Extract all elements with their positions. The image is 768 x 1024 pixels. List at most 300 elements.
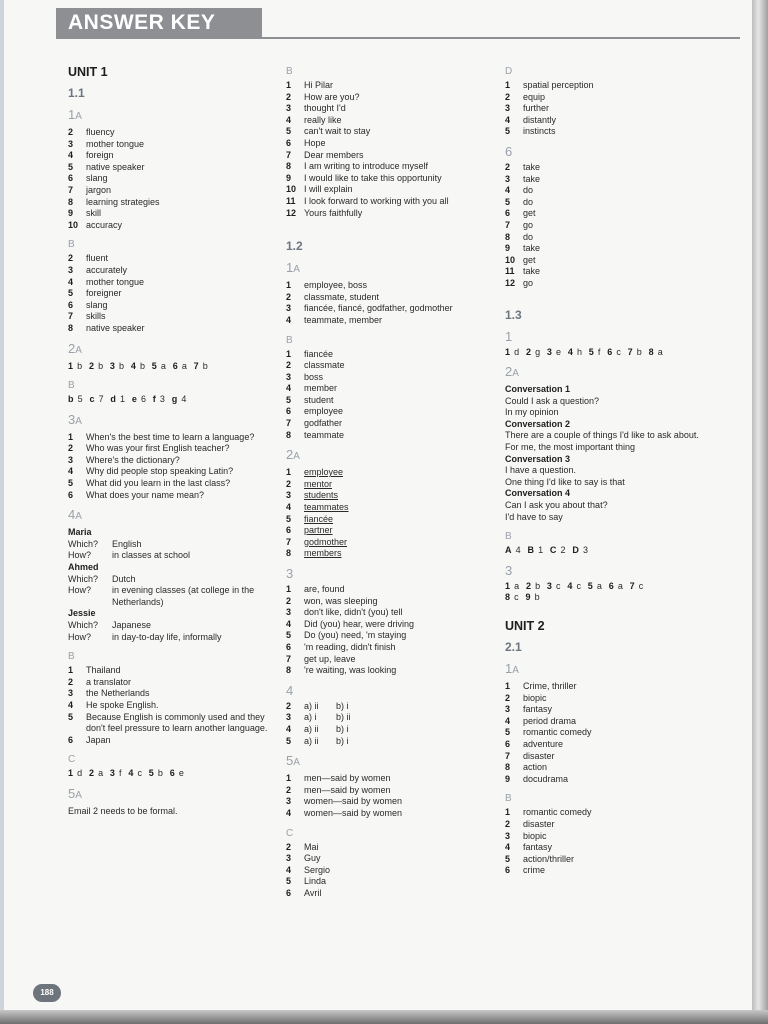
answer-number: 1: [505, 807, 511, 818]
answer-item: [68, 735, 268, 747]
answer-item: [286, 607, 486, 619]
answer-number: 1: [286, 467, 292, 478]
answer-item: [505, 693, 705, 705]
answer-text: in evening classes (at college in the Netherlands): [112, 585, 255, 607]
answer-number: 4: [286, 618, 292, 629]
answer-item: [286, 865, 486, 877]
answer-item: [286, 584, 486, 596]
answer-number: 1: [286, 80, 292, 90]
answer-item: [505, 774, 705, 786]
answer-value: 1: [120, 394, 126, 405]
answer-number: 3: [286, 796, 292, 807]
exercise-heading: 1A: [505, 661, 519, 676]
answer-number: 5: [68, 478, 74, 489]
answer-number: 3: [286, 712, 292, 723]
answer-text: Mai: [304, 841, 319, 852]
answer-number: 3: [286, 303, 292, 314]
answer-value: 5: [77, 394, 84, 405]
answer-item: [68, 466, 268, 478]
answer-number: 2: [286, 595, 292, 606]
answer-item: [286, 315, 486, 327]
answer-key: 6: [172, 360, 179, 371]
answer-key: 2: [525, 580, 532, 591]
question-answer-row: [68, 574, 268, 586]
answer-key: 9: [525, 592, 532, 603]
question-label: Which?: [68, 620, 99, 630]
page-title: ANSWER KEY: [68, 11, 216, 34]
answer-text: fiancée: [304, 513, 334, 524]
exercise-heading: B: [68, 651, 75, 663]
answer-text: biopic: [523, 830, 547, 841]
answer-key: 5: [151, 360, 158, 371]
answer-number: 2: [286, 841, 292, 852]
answer-number: 9: [68, 208, 74, 219]
answer-part-a: a) ii: [304, 723, 319, 734]
exercise-heading: 1A: [68, 107, 82, 122]
answer-list: [286, 280, 486, 326]
answer-text: thought I'd: [304, 103, 346, 114]
answer-item: [505, 185, 705, 197]
answer-item: [505, 716, 705, 728]
answer-item: [286, 430, 486, 442]
people-list: [68, 527, 268, 643]
answer-value: b: [535, 580, 541, 591]
answer-number: 7: [68, 184, 74, 195]
answer-number: 4: [68, 150, 74, 161]
answer-value: 6: [140, 394, 147, 405]
exercise-heading: 3A: [68, 411, 82, 427]
answer-number: 7: [286, 418, 292, 429]
answer-item: [505, 819, 705, 831]
answer-item: [286, 383, 486, 395]
answer-text: action/thriller: [523, 853, 575, 864]
answer-value: a: [514, 580, 520, 591]
answer-item: [286, 642, 486, 654]
conversation-line: In my opinion: [505, 407, 559, 418]
answer-key: 2: [525, 346, 532, 357]
answer-key: 1: [68, 768, 74, 779]
answer-item: [286, 537, 486, 549]
answer-item: [286, 712, 486, 724]
answer-number: 2: [286, 784, 292, 795]
answer-item: [505, 126, 705, 138]
answer-key: 5: [588, 346, 595, 357]
exercise-heading: D: [505, 66, 513, 77]
answer-number: 5: [68, 711, 74, 722]
answer-number: 1: [505, 80, 511, 90]
answer-key: 6: [169, 768, 176, 779]
answer-number: 4: [68, 466, 74, 477]
answer-number: 8: [286, 161, 292, 172]
answer-text: Sergio: [304, 864, 331, 875]
answer-item: [505, 704, 705, 716]
answer-value: 4: [515, 545, 522, 556]
answer-text: instincts: [523, 126, 556, 137]
answer-number: 2: [505, 818, 511, 829]
exercise-heading: B: [68, 380, 75, 392]
answer-item: [286, 773, 486, 785]
answer-item: [68, 455, 268, 467]
answer-list: [286, 80, 486, 219]
answer-key: C: [549, 545, 558, 556]
answer-item: [68, 265, 268, 277]
answer-text: He spoke English.: [86, 699, 159, 710]
question-answer-row: [68, 632, 268, 644]
answer-line: [505, 581, 705, 593]
answer-text: skills: [86, 311, 106, 322]
answer-item: [505, 831, 705, 843]
answer-item: [286, 619, 486, 631]
answer-text: classmate, student: [304, 291, 380, 302]
answer-number: 3: [68, 264, 74, 275]
answer-number: 8: [286, 665, 292, 676]
page-bottom-edge: [0, 1010, 768, 1024]
conversation-title: Conversation 3: [505, 453, 571, 464]
answer-value: b: [157, 768, 164, 779]
answer-text: 'm reading, didn't finish: [304, 641, 396, 652]
answer-item: [68, 288, 268, 300]
answer-number: 6: [68, 489, 74, 500]
answer-number: 4: [286, 807, 292, 818]
answer-item: [68, 700, 268, 712]
answer-number: 3: [286, 490, 292, 501]
conversation-line: Could I ask a question?: [505, 395, 600, 406]
column-1: [68, 62, 268, 818]
answer-list: [68, 253, 268, 334]
answer-text: fantasy: [523, 842, 553, 853]
answer-item: [505, 92, 705, 104]
unit-heading: UNIT 1: [68, 65, 108, 79]
person-name: Jessie: [68, 608, 96, 619]
answer-item: [505, 751, 705, 763]
answer-number: 3: [505, 830, 511, 841]
answer-text: can't wait to stay: [304, 126, 371, 137]
answer-text: I look forward to working with you all: [304, 195, 449, 206]
answer-item: [505, 80, 705, 92]
answer-text: get: [523, 208, 536, 219]
answer-number: 2: [68, 443, 74, 454]
answer-number: 6: [505, 208, 511, 219]
answer-item: [505, 162, 705, 174]
answer-item: [68, 712, 268, 735]
answer-item: [68, 688, 268, 700]
answer-text: men—said by women: [304, 784, 391, 795]
conversation-line: I have a question.: [505, 465, 577, 476]
answer-value: b: [119, 360, 125, 371]
answer-item: [286, 150, 486, 162]
exercise-heading: 4A: [68, 507, 82, 523]
question-answer-row: [68, 539, 268, 551]
answer-item: [286, 418, 486, 430]
answer-value: b: [636, 346, 643, 357]
answer-number: 3: [286, 103, 292, 114]
answer-number: 6: [286, 525, 292, 536]
answer-text: When's the best time to learn a language?: [86, 431, 255, 442]
answer-text: What did you learn in the last class?: [86, 478, 231, 489]
answer-number: 5: [286, 126, 292, 137]
answer-text: disaster: [523, 818, 555, 829]
answer-text: teammates: [304, 502, 349, 513]
answer-item: [505, 197, 705, 209]
answer-text: romantic comedy: [523, 727, 592, 738]
answer-number: 5: [286, 630, 292, 641]
conversation-list: [505, 384, 705, 523]
exercise-heading: 3: [505, 562, 513, 578]
answer-text: student: [304, 394, 334, 405]
answer-text: teammate, member: [304, 314, 383, 325]
answer-value: a: [98, 768, 104, 779]
unit-heading: UNIT 2: [505, 619, 545, 633]
conversation-line: For me, the most important thing: [505, 442, 636, 453]
answer-number: 3: [286, 371, 292, 382]
answer-text: Do (you) need, 'm staying: [304, 630, 407, 641]
answer-number: 1: [286, 280, 292, 291]
answer-item: [505, 208, 705, 220]
conversation-title: Conversation 1: [505, 384, 571, 395]
answer-part-a: a) ii: [304, 735, 319, 746]
question-label: Which?: [68, 538, 99, 549]
answer-key: c: [89, 394, 96, 405]
answer-item: [286, 115, 486, 127]
answer-number: 8: [286, 429, 292, 440]
answer-list: [68, 665, 268, 746]
conversation-line: One thing I'd like to say is that: [505, 476, 625, 487]
answer-number: 4: [505, 715, 511, 726]
answer-number: 6: [68, 734, 74, 745]
answer-number: 8: [505, 231, 511, 242]
answer-item: [286, 303, 486, 315]
answer-text: employee, boss: [304, 280, 368, 291]
answer-number: 5: [286, 876, 292, 887]
answer-number: 5: [68, 288, 74, 299]
answer-text: fluent: [86, 253, 109, 264]
exercise-heading: B: [286, 334, 293, 346]
answer-text: I would like to take this opportunity: [304, 172, 442, 183]
answer-item: [68, 173, 268, 185]
answer-item: [68, 443, 268, 455]
exercise-heading: 1A: [286, 260, 300, 276]
answer-value: b: [77, 360, 83, 371]
answer-key: 7: [629, 580, 636, 591]
answer-number: 4: [68, 276, 74, 287]
answer-item: [505, 739, 705, 751]
answer-line: [505, 347, 705, 359]
answer-item: [286, 372, 486, 384]
answer-item: [505, 762, 705, 774]
answer-line: [505, 545, 705, 557]
answer-number: 6: [505, 865, 511, 876]
answer-number: 11: [505, 266, 515, 277]
answer-text: do: [523, 231, 534, 242]
answer-number: 8: [68, 322, 74, 333]
answer-text: period drama: [523, 715, 577, 726]
answer-number: 5: [505, 853, 511, 864]
answer-number: 3: [68, 138, 74, 149]
answer-number: 6: [286, 887, 292, 898]
question-label: Which?: [68, 573, 99, 584]
answer-number: 2: [505, 692, 511, 703]
exercise-heading: C: [68, 754, 76, 766]
answer-number: 4: [505, 114, 511, 125]
question-label: How?: [68, 585, 92, 596]
answer-text: fluency: [86, 127, 115, 137]
answer-value: c: [638, 580, 645, 591]
answer-item: [286, 490, 486, 502]
answer-key: 2: [88, 360, 95, 371]
answer-item: [286, 92, 486, 104]
answer-key: 4: [567, 346, 574, 357]
answer-key: 5: [587, 580, 594, 591]
answer-number: 4: [286, 864, 292, 875]
question-answer-row: [68, 620, 268, 632]
answer-list: [505, 681, 705, 785]
answer-item: [286, 736, 486, 748]
answer-text: action: [523, 762, 548, 773]
answer-item: [505, 865, 705, 877]
answer-text: accuracy: [86, 219, 123, 230]
answer-key: 7: [627, 346, 634, 357]
answer-text: partner: [304, 525, 333, 536]
answer-number: 7: [505, 750, 511, 761]
answer-number: 2: [286, 291, 292, 302]
answer-number: 7: [68, 311, 74, 322]
answer-part-b: b) i: [336, 735, 349, 746]
answer-text: employee: [304, 406, 344, 417]
answer-text: accurately: [86, 264, 128, 275]
answer-number: 4: [286, 383, 292, 394]
answer-item: [286, 406, 486, 418]
answer-key: f: [152, 394, 157, 405]
answer-number: 6: [286, 406, 292, 417]
answer-text: godfather: [304, 418, 343, 429]
answer-number: 3: [68, 688, 74, 699]
answer-text: Hope: [304, 137, 326, 148]
answer-text: [304, 724, 486, 736]
answer-text: Guy: [304, 853, 321, 864]
answer-text: men—said by women: [304, 773, 391, 784]
answer-text: mother tongue: [86, 138, 145, 149]
answer-text: mother tongue: [86, 276, 145, 287]
answer-text: take: [523, 161, 541, 172]
answer-item: [286, 103, 486, 115]
page-spine: [0, 0, 4, 1010]
answer-number: 2: [505, 161, 511, 172]
answer-number: 8: [68, 196, 74, 207]
answer-text: won, was sleeping: [304, 595, 378, 606]
answer-number: 7: [505, 219, 511, 230]
answer-key: g: [171, 394, 178, 405]
answer-text: women—said by women: [304, 796, 403, 807]
answer-number: 7: [286, 149, 292, 160]
answer-text: classmate: [304, 360, 345, 371]
answer-text: [304, 712, 486, 724]
answer-item: [505, 278, 705, 290]
answer-number: 5: [286, 735, 292, 746]
answer-line: [68, 361, 268, 373]
answer-item: [505, 103, 705, 115]
exercise-heading: 2A: [505, 364, 519, 380]
answer-text: How are you?: [304, 91, 360, 102]
answer-item: [505, 854, 705, 866]
answer-number: 4: [286, 502, 292, 513]
answer-value: a: [181, 360, 188, 371]
answer-line: [68, 768, 268, 780]
question-label: How?: [68, 550, 92, 561]
answer-item: [505, 842, 705, 854]
answer-key: 4: [130, 360, 137, 371]
exercise-heading: 5A: [68, 785, 82, 801]
answer-text: foreign: [86, 150, 114, 161]
answer-number: 9: [505, 773, 511, 784]
section-heading: 1.2: [286, 239, 303, 254]
answer-item: [286, 280, 486, 292]
answer-text: students: [304, 490, 339, 501]
answer-number: 2: [68, 676, 74, 687]
answer-item: [68, 253, 268, 265]
answer-text: [304, 736, 486, 748]
question-answer-row: [68, 550, 268, 562]
answer-key: 3: [109, 768, 116, 779]
answer-key: 4: [567, 580, 574, 591]
answer-text: fantasy: [523, 704, 553, 715]
answer-value: 1: [538, 545, 544, 556]
answer-number: 2: [286, 478, 292, 489]
answer-text: get: [523, 254, 536, 265]
answer-key: 6: [608, 580, 615, 591]
answer-list: [68, 432, 268, 502]
answer-key: d: [110, 394, 117, 405]
answer-text: fiancée, fiancé, godfather, godmother: [304, 303, 453, 314]
answer-value: e: [178, 768, 185, 779]
answer-number: 9: [505, 243, 511, 254]
section-heading: 1.3: [505, 307, 522, 322]
answer-text: Crime, thriller: [523, 681, 577, 691]
answer-item: [505, 727, 705, 739]
answer-item: [286, 654, 486, 666]
answer-list: [505, 807, 705, 877]
answer-list: [68, 127, 268, 231]
answer-item: [286, 184, 486, 196]
answer-text: in classes at school: [112, 550, 191, 561]
answer-number: 4: [286, 114, 292, 125]
answer-item: [286, 853, 486, 865]
answer-text: Linda: [304, 876, 327, 887]
answer-text: Who was your first English teacher?: [86, 443, 230, 454]
answer-item: [68, 197, 268, 209]
person-name: Ahmed: [68, 562, 99, 573]
answer-number: 1: [286, 348, 292, 359]
answer-number: 2: [286, 91, 292, 102]
answer-part-b: b) i: [336, 700, 349, 711]
answer-item: [286, 665, 486, 677]
answer-value: 2: [560, 545, 567, 556]
answer-item: [68, 150, 268, 162]
exercise-heading: B: [286, 66, 293, 77]
answer-key: 5: [148, 768, 155, 779]
answer-key: 7: [193, 360, 200, 371]
answer-text: Dear members: [304, 149, 364, 160]
answer-number: 4: [286, 314, 292, 325]
answer-text: learning strategies: [86, 196, 160, 207]
answer-item: [68, 323, 268, 335]
question-answer-row: [68, 585, 268, 608]
answer-number: 2: [68, 127, 74, 137]
answer-text: fiancée: [304, 348, 334, 359]
answer-text: go: [523, 219, 534, 230]
answer-text: do: [523, 196, 534, 207]
answer-item: [286, 525, 486, 537]
answer-text: disaster: [523, 750, 555, 761]
